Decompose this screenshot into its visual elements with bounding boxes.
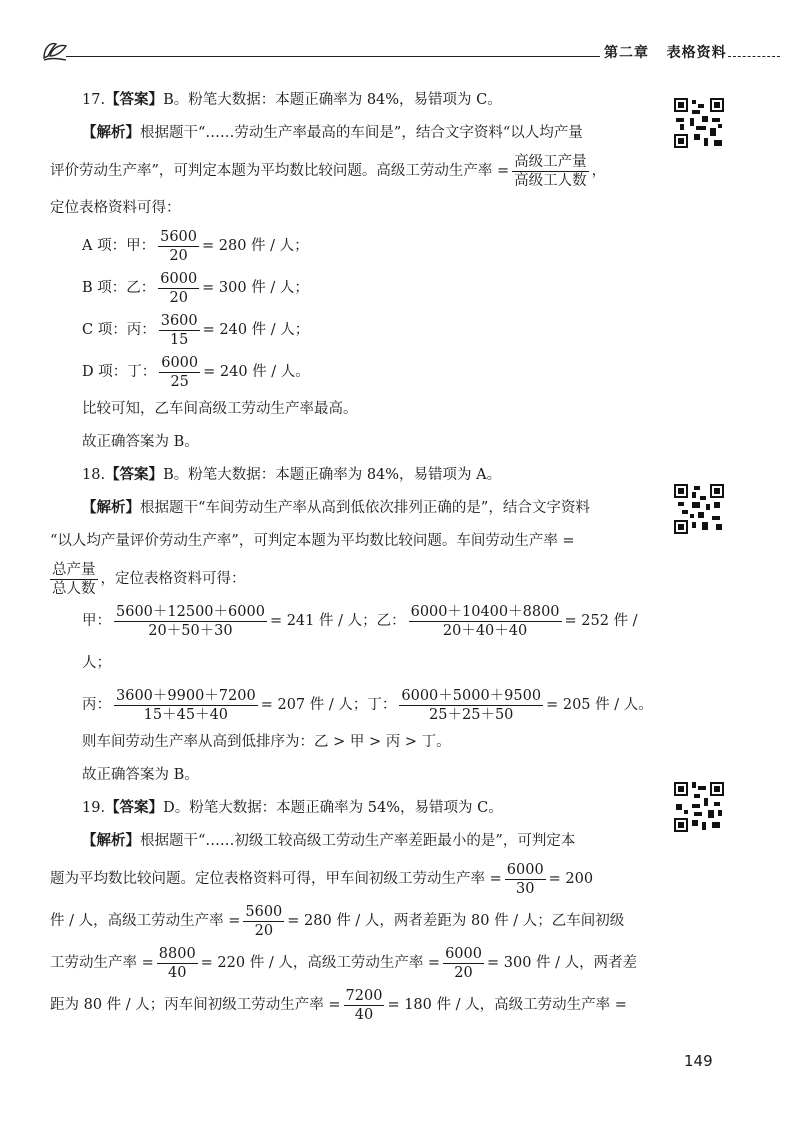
fraction-denominator: 40 [354, 1006, 374, 1023]
item-result: = 241 件 / 人； [269, 613, 377, 629]
qr-code-icon [674, 484, 724, 534]
fraction [344, 987, 385, 1024]
fraction [50, 561, 98, 598]
fraction-denominator: 20＋50＋30 [148, 622, 233, 639]
analysis-text: 根据题干“……劳动生产率最高的车间是”，结合文字资料“以人均产量 [140, 125, 583, 141]
q18-final: 故正确答案为 B。 [82, 767, 199, 783]
page-header [40, 38, 780, 68]
fraction [243, 903, 284, 940]
q19-analysis-line-4 [50, 942, 654, 984]
fraction [399, 687, 543, 724]
page-number: 149 [684, 1052, 713, 1070]
q17-item-d [50, 351, 654, 393]
fraction-denominator: 40 [167, 964, 187, 981]
section-name: 表格资料 [666, 45, 727, 61]
analysis-text: 根据题干“……初级工较高级工劳动生产率差距最小的是”，可判定本 [140, 833, 576, 849]
fraction-numerator: 5600 [245, 903, 283, 920]
fraction-numerator: 6000 [160, 270, 198, 287]
question-number: 17. [82, 92, 106, 108]
fraction [114, 603, 267, 640]
fraction-denominator: 20 [254, 922, 274, 939]
fraction-numerator: 高级工产量 [514, 153, 587, 170]
fraction-denominator: 总人数 [52, 580, 96, 597]
analysis-text: 题为平均数比较问题。定位表格资料可得，甲车间初级工劳动生产率 = [50, 871, 502, 887]
fraction [505, 861, 546, 898]
q19-analysis-line-1 [50, 825, 654, 858]
analysis-text: 根据题干“车间劳动生产率从高到低依次排列正确的是”，结合文字资料 [140, 500, 590, 516]
fraction [443, 945, 484, 982]
header-rule-right [728, 56, 780, 57]
item-label: C 项：丙： [82, 322, 156, 338]
q18-analysis-line-2: “以人均产量评价劳动生产率”，可判定本题为平均数比较问题。车间劳动生产率 = [50, 533, 575, 549]
answer-text: B。粉笔大数据：本题正确率为 84%，易错项为 C。 [163, 92, 502, 108]
item-result: = 207 件 / 人； [260, 697, 368, 713]
q17-item-a [50, 225, 654, 267]
item-result: = 280 件 / 人； [202, 238, 309, 254]
fraction-denominator: 30 [515, 880, 535, 897]
analysis-text: 距为 80 件 / 人；丙车间初级工劳动生产率 = [50, 997, 341, 1013]
fraction-numerator: 7200 [345, 987, 383, 1004]
analysis-text: = 300 件 / 人，两者差 [486, 955, 638, 971]
fraction-denominator: 20＋40＋40 [442, 622, 528, 639]
fraction-numerator: 8800 [158, 945, 196, 962]
item-result: = 205 件 / 人。 [546, 697, 653, 713]
fraction [512, 153, 589, 190]
item-label: D 项：丁： [82, 364, 157, 380]
q19-analysis-line-5 [50, 984, 654, 1026]
fraction [158, 228, 199, 265]
q18-calc-row-2 [50, 684, 654, 726]
fraction-numerator: 6000＋5000＋9500 [401, 687, 542, 704]
answer-tag: 【答案】 [105, 800, 164, 816]
fraction-numerator: 6000＋10400＋8800 [410, 603, 560, 620]
fraction-denominator: 15＋45＋40 [143, 706, 229, 723]
fraction-denominator: 25 [170, 373, 189, 390]
q17-analysis-line-2 [50, 150, 654, 192]
analysis-text: ， [591, 163, 607, 179]
analysis-text: = 180 件 / 人，高级工劳动生产率 = [387, 997, 627, 1013]
analysis-tag: 【解析】 [82, 833, 140, 849]
analysis-text: = 220 件 / 人，高级工劳动生产率 = [200, 955, 441, 971]
fraction [409, 603, 562, 640]
question-number: 19. [82, 800, 106, 816]
answer-explanations [50, 84, 654, 1026]
q17-item-c [50, 309, 654, 351]
item-label: 丁： [367, 697, 397, 713]
fraction-denominator: 20 [169, 289, 188, 306]
q17-final: 故正确答案为 B。 [82, 434, 199, 450]
analysis-text: = 280 件 / 人，两者差距为 80 件 / 人；乙车间初级 [287, 913, 625, 929]
qr-code-icon [674, 98, 724, 148]
header-rule-left [66, 56, 606, 57]
item-result: = 240 件 / 人。 [203, 364, 310, 380]
answer-tag: 【答案】 [105, 92, 164, 108]
analysis-text: = 200 [548, 871, 594, 887]
q18-answer-line [50, 459, 654, 492]
fraction-numerator: 3600＋9900＋7200 [116, 687, 256, 704]
q19-analysis-line-2 [50, 858, 654, 900]
item-result: = 240 件 / 人； [202, 322, 310, 338]
leaf-icon [40, 38, 70, 64]
answer-tag: 【答案】 [105, 467, 164, 483]
answer-text: D。粉笔大数据：本题正确率为 54%，易错项为 C。 [163, 800, 503, 816]
qr-code-icon [674, 782, 724, 832]
q18-analysis-line-1 [50, 492, 654, 525]
fraction [159, 312, 200, 349]
q17-analysis-line-1 [50, 117, 654, 150]
chapter-title [600, 42, 738, 62]
fraction-numerator: 6000 [161, 354, 199, 371]
q17-compare: 比较可知，乙车间高级工劳动生产率最高。 [82, 401, 358, 417]
chapter-number: 第二章 [604, 45, 649, 61]
fraction-numerator: 5600 [160, 228, 197, 245]
answer-text: B。粉笔大数据：本题正确率为 84%，易错项为 A。 [163, 467, 502, 483]
item-label: 丙： [82, 697, 111, 713]
item-label: A 项：甲： [82, 238, 156, 254]
analysis-text: 件 / 人，高级工劳动生产率 = [50, 913, 241, 929]
analysis-text: 评价劳动生产率”，可判定本题为平均数比较问题。高级工劳动生产率 = [50, 163, 510, 179]
fraction-denominator: 25＋25＋50 [429, 706, 514, 723]
fraction-numerator: 5600＋12500＋6000 [116, 603, 265, 620]
fraction-numerator: 3600 [160, 312, 198, 329]
question-number: 18. [82, 467, 106, 483]
fraction [114, 687, 258, 724]
q17-analysis-line-3: 定位表格资料可得： [50, 200, 181, 216]
fraction-denominator: 高级工人数 [514, 172, 587, 189]
q17-item-b [50, 267, 654, 309]
item-result: = 252 件 / 人； [82, 613, 638, 671]
fraction-numerator: 总产量 [52, 561, 96, 578]
fraction-numerator: 6000 [445, 945, 482, 962]
analysis-tag: 【解析】 [82, 125, 140, 141]
fraction [157, 945, 198, 982]
analysis-tag: 【解析】 [82, 500, 140, 516]
q19-answer-line [50, 792, 654, 825]
q18-calc-row-1 [50, 600, 654, 684]
q19-analysis-line-3 [50, 900, 654, 942]
analysis-text: ，定位表格资料可得： [100, 571, 246, 587]
item-label: 甲： [82, 613, 111, 629]
fraction-denominator: 15 [169, 331, 189, 348]
q17-answer-line [50, 84, 654, 117]
q18-order: 则车间劳动生产率从高到低排序为：乙 > 甲 > 丙 > 丁。 [82, 734, 451, 750]
fraction [158, 270, 199, 307]
fraction [159, 354, 200, 391]
fraction-denominator: 20 [169, 247, 188, 264]
item-label: B 项：乙： [82, 280, 156, 296]
analysis-text: 工劳动生产率 = [50, 955, 154, 971]
fraction-denominator: 20 [454, 964, 473, 981]
fraction-numerator: 6000 [506, 861, 544, 878]
item-result: = 300 件 / 人； [202, 280, 309, 296]
item-label: 乙： [376, 613, 406, 629]
q18-analysis-line-3 [50, 558, 654, 600]
